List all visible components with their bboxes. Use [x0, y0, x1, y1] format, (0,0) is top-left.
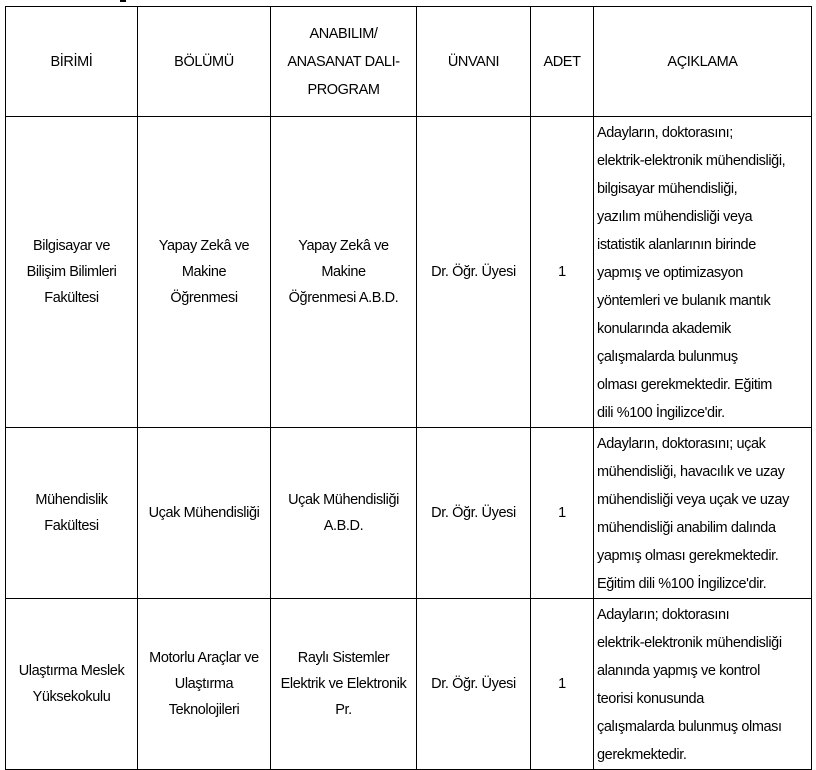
cell-birimi: Mühendislik Fakültesi	[6, 428, 138, 599]
cell-anabilim: Raylı Sistemler Elektrik ve Elektronik Pr.	[271, 599, 417, 770]
cell-bolumu: Motorlu Araçlar ve Ulaştırma Teknolojileri	[138, 599, 271, 770]
table-row	[6, 117, 812, 428]
cell-birimi: Bilgisayar ve Bilişim Bilimleri Fakültesi	[6, 117, 138, 428]
cell-birimi: Ulaştırma Meslek Yüksekokulu	[6, 599, 138, 770]
cell-unvani: Dr. Öğr. Üyesi	[417, 599, 531, 770]
table-header-row	[6, 7, 812, 117]
cell-adet: 1	[531, 599, 594, 770]
cell-aciklama: Adayların, doktorasını; elektrik-elektronik mühendisliği, bilgisayar mühendisliği, yazılım mühendisliği veya istatistik alanlarının birinde yapmış ve optimizasyon yöntemleri ve bulanık mantık konularında akademik çalışmalarda bulunmuş olması gerekmektedir. Eğitim dili %100 İngilizce'dir.	[594, 117, 812, 428]
header-unvani: ÜNVANI	[417, 7, 531, 117]
cell-bolumu: Uçak Mühendisliği	[138, 428, 271, 599]
header-bolumu: BÖLÜMÜ	[138, 7, 271, 117]
page-edge-mark	[120, 0, 126, 2]
cell-unvani: Dr. Öğr. Üyesi	[417, 117, 531, 428]
position-listing-sheet	[5, 6, 811, 763]
cell-aciklama: Adayların, doktorasını; uçak mühendisliği, havacılık ve uzay mühendisliği veya uçak ve uzay mühendisliği anabilim dalında yapmış olması gerekmektedir. Eğitim dili %100 İngilizce'dir.	[594, 428, 812, 599]
cell-anabilim: Uçak Mühendisliği A.B.D.	[271, 428, 417, 599]
cell-bolumu: Yapay Zekâ ve Makine Öğrenmesi	[138, 117, 271, 428]
cell-anabilim: Yapay Zekâ ve Makine Öğrenmesi A.B.D.	[271, 117, 417, 428]
cell-adet: 1	[531, 428, 594, 599]
cell-aciklama: Adayların; doktorasını elektrik-elektronik mühendisliği alanında yapmış ve kontrol teorisi konusunda çalışmalarda bulunmuş olması gerekmektedir.	[594, 599, 812, 770]
header-adet: ADET	[531, 7, 594, 117]
header-anabilim-dali-program: ANABILIM/ ANASANAT DALI- PROGRAM	[271, 7, 417, 117]
header-birimi: BİRİMİ	[6, 7, 138, 117]
table-row	[6, 599, 812, 770]
position-table	[5, 6, 812, 770]
header-aciklama: AÇIKLAMA	[594, 7, 812, 117]
table-row	[6, 428, 812, 599]
cell-unvani: Dr. Öğr. Üyesi	[417, 428, 531, 599]
cell-adet: 1	[531, 117, 594, 428]
